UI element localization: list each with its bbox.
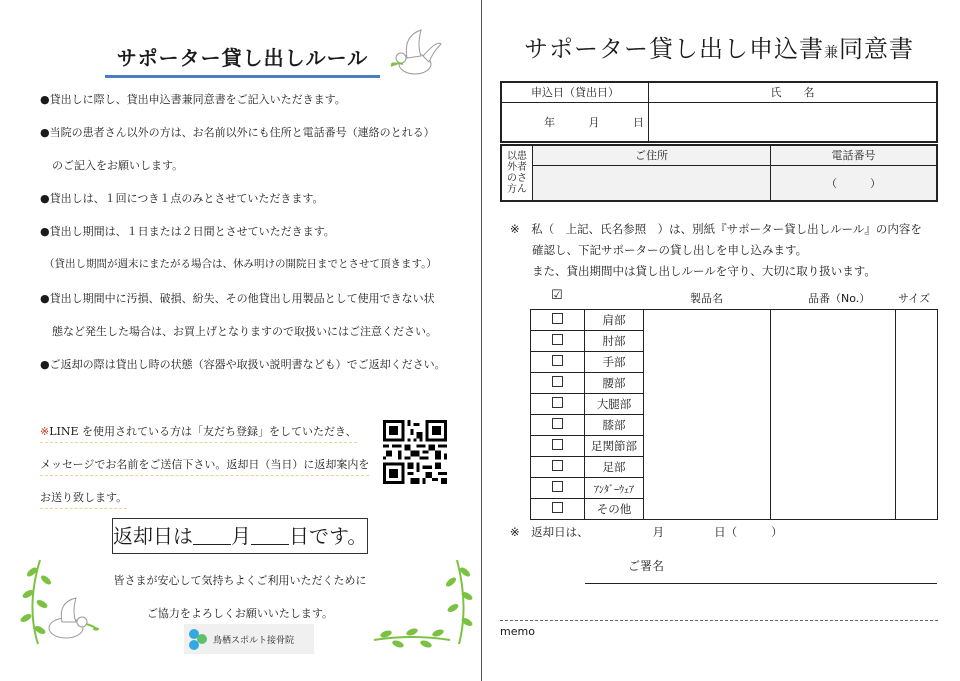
- model-header: 品番（No.）: [808, 292, 871, 305]
- memo-divider: [500, 620, 938, 621]
- product-name: ｱﾝﾀﾞｰｳｪｱ: [585, 478, 644, 499]
- checkbox[interactable]: [552, 376, 563, 387]
- form-title-end: 同意書: [839, 35, 914, 63]
- return-label: ※ 返却日は、: [510, 525, 589, 539]
- dove-icon: [38, 596, 100, 646]
- day-blank[interactable]: [251, 526, 289, 545]
- return-month: 月: [652, 525, 665, 539]
- checkbox[interactable]: [552, 418, 563, 429]
- address-header: ご住所: [533, 145, 771, 165]
- rule-line: ●ご返却の際は貸出し時の状態（容器や取扱い説明書なども）でご返却ください。: [40, 358, 446, 371]
- side-label-line: 外者: [507, 162, 527, 173]
- checkbox[interactable]: [552, 355, 563, 366]
- address-field[interactable]: [533, 165, 771, 201]
- rule-line: ●貸出し期間は、１日または２日間とさせていただきます。: [40, 225, 335, 238]
- product-name: 大腿部: [585, 394, 644, 415]
- product-name: 肩部: [585, 310, 644, 331]
- return-close: ）: [771, 525, 783, 539]
- product-name: 足関節部: [585, 436, 644, 457]
- name-field[interactable]: [649, 102, 938, 142]
- rule-line: 態など発生した場合は、お買上げとなりますので取扱いにはご注意ください。: [52, 325, 437, 338]
- qr-code[interactable]: [383, 420, 447, 484]
- checkbox[interactable]: [552, 313, 563, 324]
- non-patient-label: [501, 145, 533, 201]
- return-date-line: [510, 524, 783, 540]
- rule-line: のご記入をお願いします。: [52, 159, 184, 172]
- return-month-label: 月: [231, 524, 251, 548]
- consent-line: 確認し、下記サポーターの貸し出しを申し込みます。: [532, 243, 808, 257]
- rules-title: サポーター貸し出しルール: [105, 42, 380, 78]
- form-title-main: サポーター貸し出し申込書: [524, 35, 824, 63]
- side-label-line: のさ: [507, 173, 527, 184]
- return-date-box: [112, 518, 368, 554]
- return-text: 返却日は: [113, 524, 193, 548]
- consent-line: ※ 私（ 上記、氏名参照 ）は、別紙『サポーター貸し出しルール』の内容を: [510, 222, 922, 236]
- dove-icon: [385, 26, 445, 84]
- form-title-small: 兼: [824, 45, 839, 61]
- date-field[interactable]: [501, 102, 649, 142]
- day-label: 日: [633, 115, 644, 129]
- line-note-text: LINE を使用されている方は「友だち登録」をしていただき、: [49, 425, 357, 438]
- side-label-line: 方ん: [507, 184, 527, 195]
- rule-line: ●貸出しに際し、貸出申込書兼同意書をご記入いただきます。: [40, 93, 346, 106]
- spacer-column: [644, 310, 771, 520]
- year-label: 年: [544, 115, 555, 129]
- clinic-name: 鳥栖スポルト接骨院: [213, 635, 295, 646]
- checkbox[interactable]: [552, 397, 563, 408]
- line-note: [40, 423, 357, 443]
- signature-field[interactable]: [585, 583, 937, 584]
- month-label: 月: [588, 115, 600, 129]
- clinic-logo: [184, 624, 314, 654]
- name-header: 氏 名: [649, 82, 938, 102]
- form-title: [500, 29, 938, 64]
- product-name: 足部: [585, 457, 644, 478]
- size-column[interactable]: [896, 310, 938, 520]
- checkbox[interactable]: [552, 439, 563, 450]
- product-table: [530, 309, 938, 520]
- product-name: 肘部: [585, 331, 644, 352]
- product-name: 膝部: [585, 415, 644, 436]
- consent-line: また、貸出期間中は貸し出しルールを守り、大切に取り扱います。: [532, 264, 876, 278]
- clinic-logo-icon: [187, 627, 209, 651]
- month-blank[interactable]: [193, 526, 231, 545]
- non-patient-table: [500, 144, 938, 202]
- checkbox[interactable]: [552, 334, 563, 345]
- table-row: [531, 310, 938, 331]
- side-label-line: 以患: [507, 151, 527, 162]
- size-header: サイズ: [898, 292, 931, 305]
- phone-field[interactable]: （ ）: [771, 165, 938, 201]
- return-day-label: 日です。: [289, 524, 368, 548]
- product-name: 腰部: [585, 373, 644, 394]
- rule-line: ●貸出し期間中に汚損、破損、紛失、その他貸出し用製品として使用できない状: [40, 292, 435, 305]
- page-divider: [481, 0, 482, 681]
- memo-label: memo: [500, 625, 535, 638]
- product-name: その他: [585, 499, 644, 520]
- check-header: ☑: [551, 288, 563, 303]
- checkbox[interactable]: [552, 502, 563, 513]
- signature-label: ご署名: [628, 559, 665, 573]
- phone-header: 電話番号: [771, 145, 938, 165]
- line-note: メッセージでお名前をご送信下さい。返却日（当日）に返却案内を: [40, 456, 369, 476]
- date-header: 申込日（貸出日）: [501, 82, 649, 102]
- return-day: 日（: [714, 525, 738, 539]
- checkbox[interactable]: [552, 481, 563, 492]
- rule-line: ●貸出しは、１回につき１点のみとさせていただきます。: [40, 192, 324, 205]
- product-header: 製品名: [690, 292, 723, 305]
- rule-line: （貸出し期間が週末にまたがる場合は、休み明けの開院日までとさせて頂きます。）: [44, 258, 437, 270]
- product-name: 手部: [585, 352, 644, 373]
- applicant-table: [500, 81, 938, 143]
- closing-message: ご協力をよろしくお願いいたします。: [146, 607, 334, 620]
- rule-line: ●当院の患者さん以外の方は、お名前以外にも住所と電話番号（連絡のとれる）: [40, 126, 435, 139]
- checkbox[interactable]: [552, 460, 563, 471]
- line-note: お送り致します。: [40, 489, 127, 509]
- leaf-branch-icon: [372, 626, 452, 650]
- model-column[interactable]: [771, 310, 896, 520]
- line-note-mark: ※: [40, 425, 50, 438]
- closing-message: 皆さまが安心して気持ちよくご利用いただくために: [113, 574, 367, 587]
